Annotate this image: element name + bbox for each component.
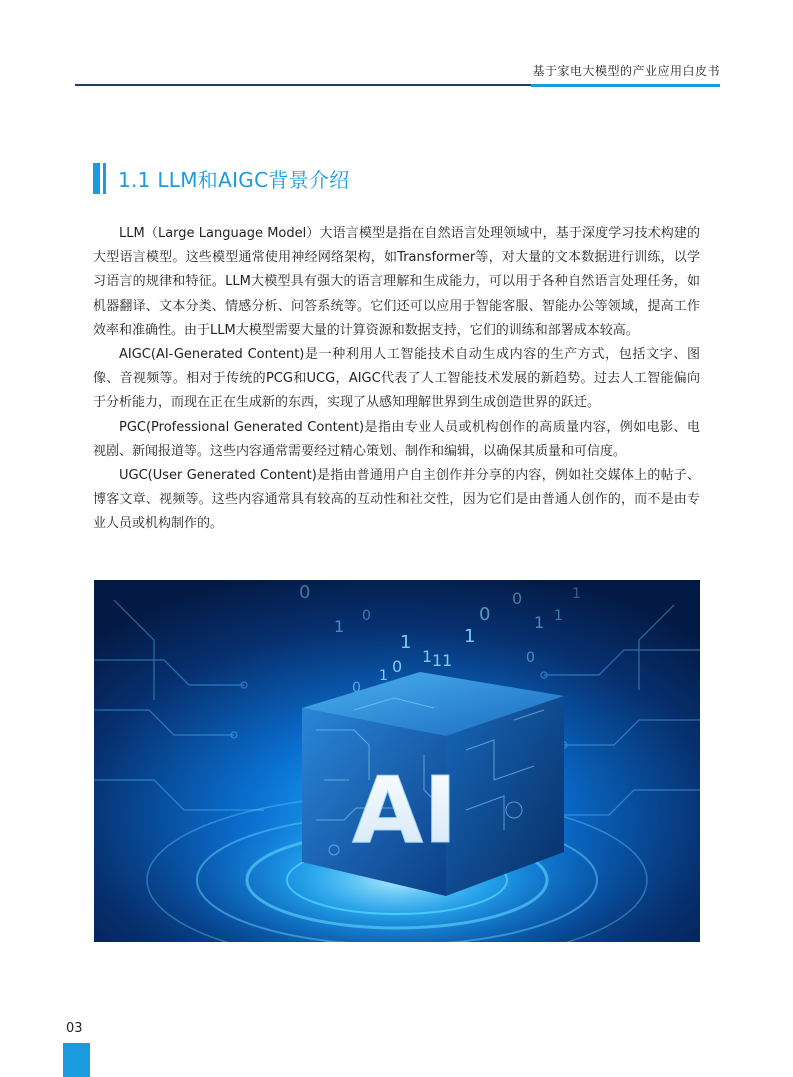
svg-text:0: 0 <box>299 582 311 603</box>
page-number: 03 <box>66 1021 83 1036</box>
section-heading <box>93 162 350 195</box>
svg-text:0: 0 <box>362 608 371 624</box>
svg-text:1: 1 <box>379 668 388 684</box>
heading-bar-icon <box>93 163 100 194</box>
ai-cube-illustration <box>94 580 700 942</box>
section-title: 1.1 LLM和AIGC背景介绍 <box>118 168 350 192</box>
running-header-title: 基于家电大模型的产业应用白皮书 <box>532 64 720 78</box>
svg-text:0: 0 <box>352 680 361 696</box>
svg-text:1: 1 <box>334 617 345 636</box>
paragraph-ugc: UGC(User Generated Content)是指由普通用户自主创作并分享的内容，例如社交媒体上的帖子、博客文章、视频等。这些内容通常具有较高的互动性和社交性，因为它们是由普通人创作的，而不是由专业人员或机构制作的。 <box>93 468 700 532</box>
ai-cube-label: AI <box>352 757 458 864</box>
svg-text:1: 1 <box>400 632 412 653</box>
body-text <box>93 222 700 537</box>
heading-bar-thin-icon <box>103 163 106 194</box>
paragraph-pgc: PGC(Professional Generated Content)是指由专业人员或机构创作的高质量内容，例如电影、电视剧、新闻报道等。这些内容通常需要经过精心策划、制作和编辑，以确保其质量和可信度。 <box>93 419 700 459</box>
paragraph-aigc: AIGC(AI-Generated Content)是一种利用人工智能技术自动生成内容的生产方式，包括文字、图像、音视频等。相对于传统的PCG和UCG，AIGC代表了人工智能技术发展的新趋势。过去人工智能偏向于分析能力，而现在正在生成新的东西，实现了从感知理解世界到生成创造世界的跃迁。 <box>93 347 700 411</box>
header-rule <box>75 84 531 86</box>
svg-text:1: 1 <box>422 647 433 666</box>
svg-text:1: 1 <box>554 608 563 624</box>
header-rule-accent <box>531 84 720 87</box>
paragraph-llm: LLM（Large Language Model）大语言模型是指在自然语言处理领域中，基于深度学习技术构建的大型语言模型。这些模型通常使用神经网络架构，如Transformer等，对大量的文本数据进行训练，以学习语言的规律和特征。LLM大模型具有强大的语言理解和生成能力，可以用于各种自然语言处理任务，如机器翻译、文本分类、情感分析、问答系统等。它们还可以应用于智能客服、智能办公等领域，提高工作效率和准确性。由于LLM大模型需要大量的计算资源和数据支持，它们的训练和部署成本较高。 <box>93 226 700 338</box>
page-tab <box>63 1043 90 1077</box>
svg-text:0: 0 <box>479 604 491 625</box>
svg-text:1: 1 <box>572 586 581 602</box>
ai-cube <box>302 672 564 896</box>
svg-text:0: 0 <box>512 589 523 608</box>
svg-text:1: 1 <box>464 626 476 647</box>
svg-text:0: 0 <box>392 657 403 676</box>
svg-text:0: 0 <box>526 650 535 666</box>
svg-text:11: 11 <box>432 651 453 670</box>
svg-text:1: 1 <box>534 613 545 632</box>
